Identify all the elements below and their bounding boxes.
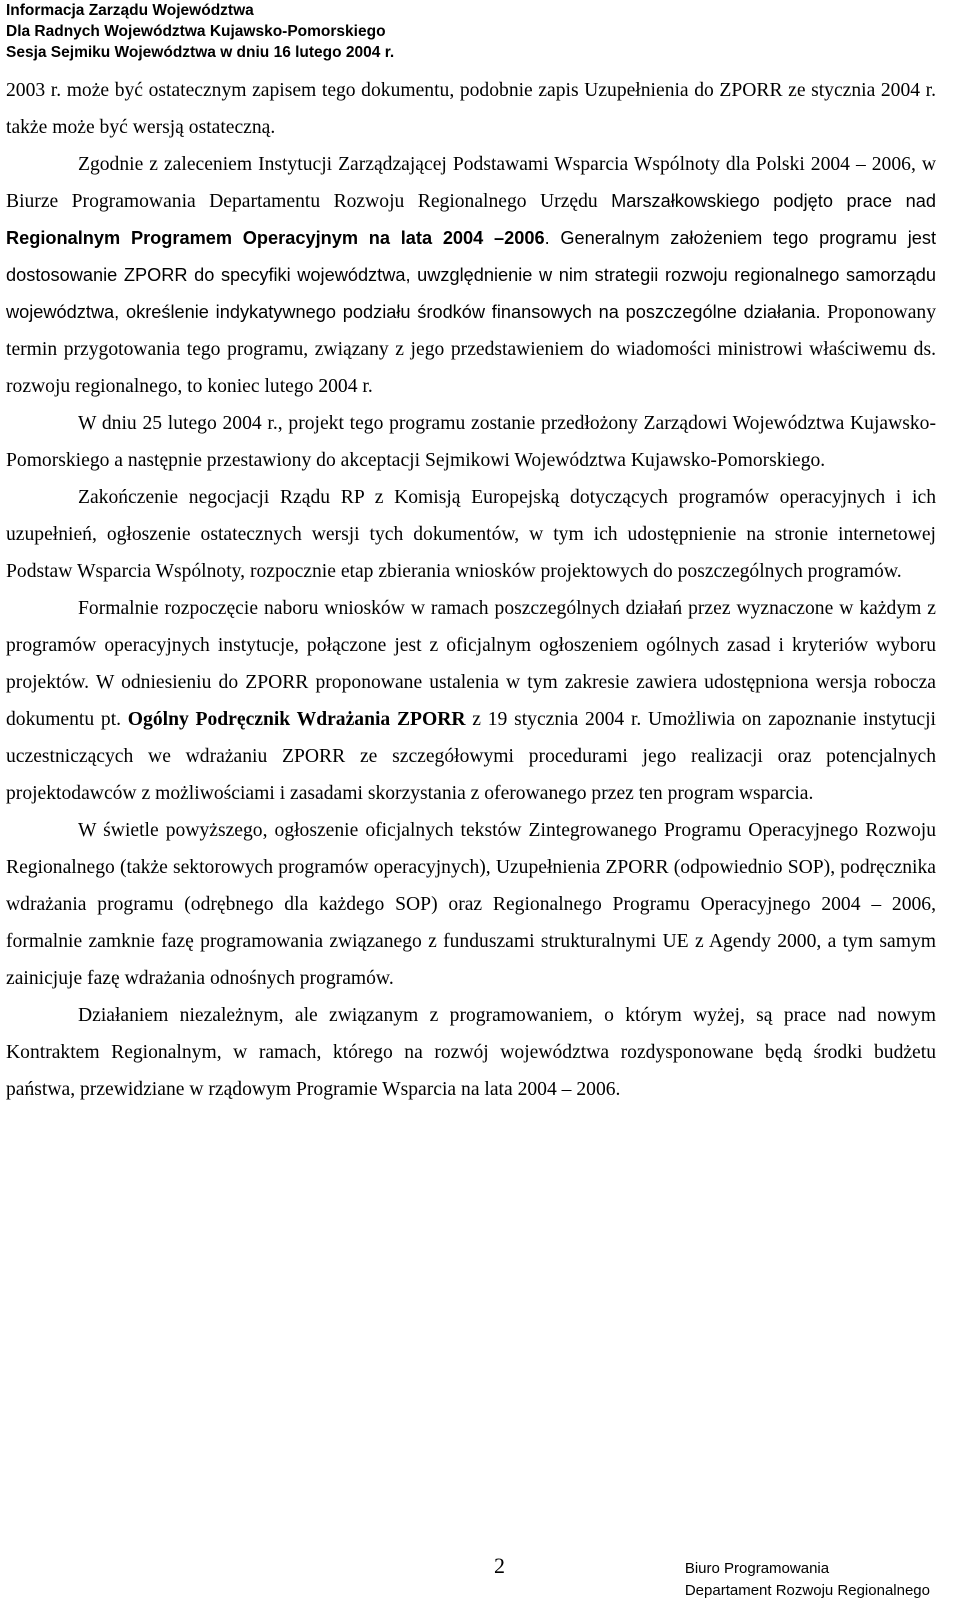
paragraph-2 — [6, 146, 936, 405]
page-header — [6, 0, 394, 63]
header-line-1: Informacja Zarządu Województwa — [6, 2, 254, 19]
header-line-3: Sesja Sejmiku Województwa w dniu 16 lutego 2004 r. — [6, 44, 395, 61]
page-number: 2 — [494, 1553, 505, 1578]
paragraph-6 — [6, 812, 936, 997]
paragraph-1 — [6, 72, 936, 146]
paragraph-5-text-c: z 19 stycznia 2004 r. Umożliwia on zapoznanie instytucji uczestniczących we wdrażaniu ZPORR ze szczegółowymi procedurami jego realizacji oraz potencjalnych projektodawców z możliwościami i zasadami skorzystania z oferowanego przez ten program wsparcia. — [6, 709, 936, 804]
header-line-2: Dla Radnych Województwa Kujawsko-Pomorskiego — [6, 23, 386, 40]
paragraph-2-text-b: Marszałkowskiego podjęto prace nad — [611, 191, 936, 211]
paragraph-2-text-a: Zgodnie z zaleceniem Instytucji Zarządzającej Podstawami Wsparcia Wspólnoty dla Polski 2004 – 2006, w Biurze Programowania Departamentu Rozwoju Regionalnego Urzędu — [6, 154, 936, 212]
paragraph-5 — [6, 590, 936, 812]
paragraph-5-manual-title: Ogólny Podręcznik Wdrażania ZPORR — [127, 709, 466, 730]
paragraph-2-program-name: Regionalnym Programem Operacyjnym na lata 2004 –2006 — [6, 228, 545, 248]
paragraph-7 — [6, 997, 936, 1108]
paragraph-2-text-e: Proponowany termin przygotowania tego programu, związany z jego przedstawieniem do wiadomości ministrowi właściwemu ds. rozwoju regionalnego, to koniec lutego 2004 r. — [6, 302, 937, 397]
paragraph-3 — [6, 405, 936, 479]
paragraph-5-text-a: Formalnie rozpoczęcie naboru wniosków w ramach poszczególnych działań przez wyznaczone w każdym z programów operacyjnych instytucje, połączone jest z oficjalnym ogłoszeniem ogólnych zasad i kryteriów wyboru projektów. W odniesieniu do ZPORR proponowane ustalenia w tym zakresie zawiera udostępniona wersja robocza dokumentu pt. — [6, 598, 936, 730]
paragraph-3-text: , projekt tego programu zostanie przedłożony Zarządowi Województwa Kujawsko-Pomorskiego a następnie przestawiony do akceptacji Sejmikowi Województwa Kujawsko-Pomorskiego. — [6, 413, 936, 471]
paragraph-3-date: W dniu 25 lutego 2004 r. — [78, 413, 278, 434]
footer-line-1: Biuro Programowania — [684, 1560, 830, 1577]
document-body — [6, 72, 936, 1108]
paragraph-2-text-d: . Generalnym założeniem tego programu jest dostosowanie ZPORR do specyfiki województwa, uwzględnienie w nim strategii rozwoju regionalnego samorządu województwa, określenie indykatywnego podziału środków finansowych na poszczególne działania. — [6, 228, 936, 322]
paragraph-1-text: 2003 r. może być ostatecznym zapisem tego dokumentu, podobnie zapis Uzupełnienia do ZPORR ze stycznia 2004 r. także może być wersją ostateczną. — [6, 80, 936, 138]
footer-line-2: Departament Rozwoju Regionalnego — [684, 1582, 930, 1599]
paragraph-6-text: W świetle powyższego, ogłoszenie oficjalnych tekstów Zintegrowanego Programu Operacyjnego Rozwoju Regionalnego (także sektorowych programów operacyjnych), Uzupełnienia ZPORR (odpowiednio SOP), podręcznika wdrażania programu (odrębnego dla każdego SOP) oraz Regionalnego Programu Operacyjnego 2004 – 2006, formalnie zamknie fazę programowania związanego z funduszami strukturalnymi UE z Agendy 2000, a tym samym zainicjuje fazę wdrażania odnośnych programów. — [6, 820, 936, 989]
page-footer — [685, 1558, 930, 1602]
paragraph-4 — [6, 479, 936, 590]
paragraph-7-text: Działaniem niezależnym, ale związanym z programowaniem, o którym wyżej, są prace nad nowym Kontraktem Regionalnym, w ramach, którego na rozwój województwa rozdysponowane będą środki budżetu państwa, przewidziane w rządowym Programie Wsparcia na lata 2004 – 2006. — [6, 1005, 936, 1100]
paragraph-4-text: Zakończenie negocjacji Rządu RP z Komisją Europejską dotyczących programów operacyjnych i ich uzupełnień, ogłoszenie ostatecznych wersji tych dokumentów, w tym ich udostępnienie na stronie internetowej Podstaw Wsparcia Wspólnoty, rozpocznie etap zbierania wniosków projektowych do poszczególnych programów. — [6, 487, 936, 582]
